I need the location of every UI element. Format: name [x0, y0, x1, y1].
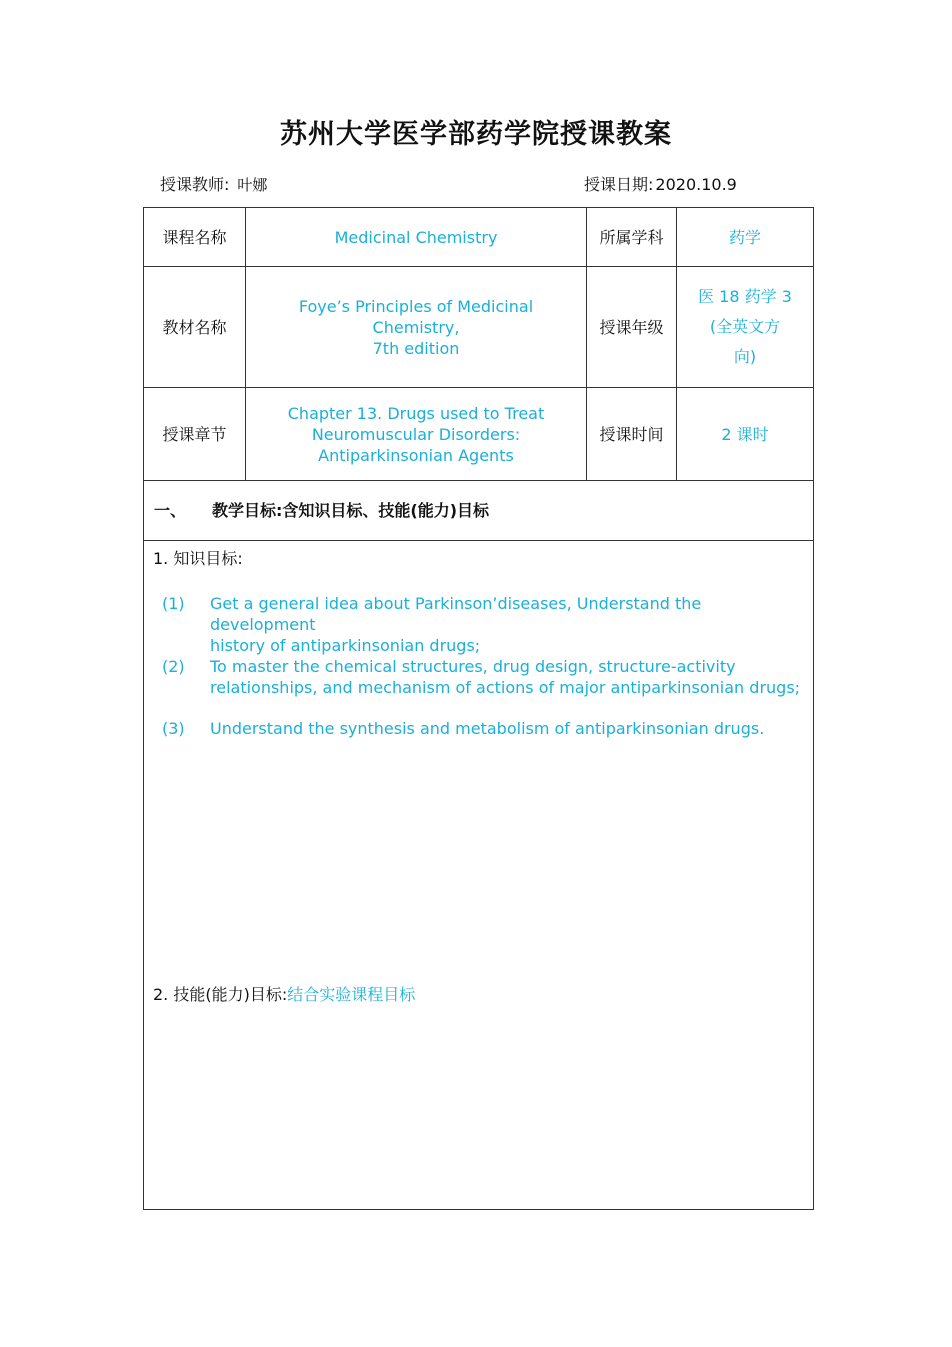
knowledge-item-number: (2) — [162, 657, 185, 676]
textbook-row — [144, 267, 814, 388]
section-heading-row — [144, 481, 814, 541]
document-title: 苏州大学医学部药学院授课教案 — [280, 119, 672, 150]
date-value: 2020.10.9 — [655, 175, 737, 194]
hours-value: 2 课时 — [677, 388, 814, 481]
textbook-label: 教材名称 — [144, 267, 246, 388]
knowledge-item — [162, 593, 802, 656]
teacher-name: 叶娜 — [237, 176, 268, 194]
grade-value-line1: 医 18 药学 3 — [698, 287, 792, 306]
knowledge-item — [162, 718, 802, 739]
discipline-value: 药学 — [677, 208, 814, 267]
objectives-row — [144, 541, 814, 1210]
knowledge-item-line2: relationships, and mechanism of actions of major antiparkinsonian drugs; — [210, 678, 801, 697]
knowledge-item — [162, 656, 802, 698]
section-heading — [144, 481, 814, 541]
teacher-label: 授课教师: — [160, 175, 230, 194]
knowledge-item-line1: Understand the synthesis and metabolism of antiparkinsonian drugs. — [210, 719, 765, 738]
textbook-value-line1: Foye’s Principles of Medicinal Chemistry, — [298, 296, 534, 337]
teacher-row — [160, 172, 267, 195]
chapter-value — [246, 388, 587, 481]
textbook-value — [246, 267, 587, 388]
date-row — [584, 172, 737, 195]
textbook-value-line2: 7th edition — [372, 338, 460, 358]
grade-value-line2: (全英文方 — [709, 317, 781, 336]
course-row — [144, 208, 814, 267]
chapter-value-line1: Chapter 13. Drugs used to Treat — [287, 403, 545, 423]
section-title: 教学目标:含知识目标、技能(能力)目标 — [212, 501, 490, 520]
chapter-value-line2: Neuromuscular Disorders: — [311, 424, 521, 444]
objectives-body — [144, 541, 813, 1209]
skills-value: 结合实验课程目标 — [287, 985, 416, 1004]
hours-label: 授课时间 — [587, 388, 677, 481]
chapter-value-line3: Antiparkinsonian Agents — [318, 445, 514, 465]
lesson-plan-table — [143, 207, 814, 1210]
knowledge-item-line1: To master the chemical structures, drug design, structure-activity — [210, 657, 736, 676]
skills-heading-row — [153, 984, 415, 1005]
date-label: 授课日期: — [584, 175, 654, 194]
grade-value — [677, 267, 814, 388]
chapter-label: 授课章节 — [144, 388, 246, 481]
course-label: 课程名称 — [144, 208, 246, 267]
chapter-row — [144, 388, 814, 481]
knowledge-item-number: (3) — [162, 719, 185, 738]
objectives-cell — [144, 541, 814, 1210]
knowledge-item-line1: Get a general idea about Parkinson’diseases, Understand the development — [210, 594, 702, 634]
discipline-label: 所属学科 — [587, 208, 677, 267]
grade-value-line3: 向) — [733, 347, 757, 366]
knowledge-heading: 1. 知识目标: — [153, 549, 243, 568]
skills-heading: 2. 技能(能力)目标: — [153, 985, 288, 1004]
grade-label: 授课年级 — [587, 267, 677, 388]
knowledge-item-line2: history of antiparkinsonian drugs; — [210, 636, 481, 655]
knowledge-item-number: (1) — [162, 594, 185, 613]
course-value: Medicinal Chemistry — [246, 208, 587, 267]
section-number: 一、 — [154, 501, 187, 520]
